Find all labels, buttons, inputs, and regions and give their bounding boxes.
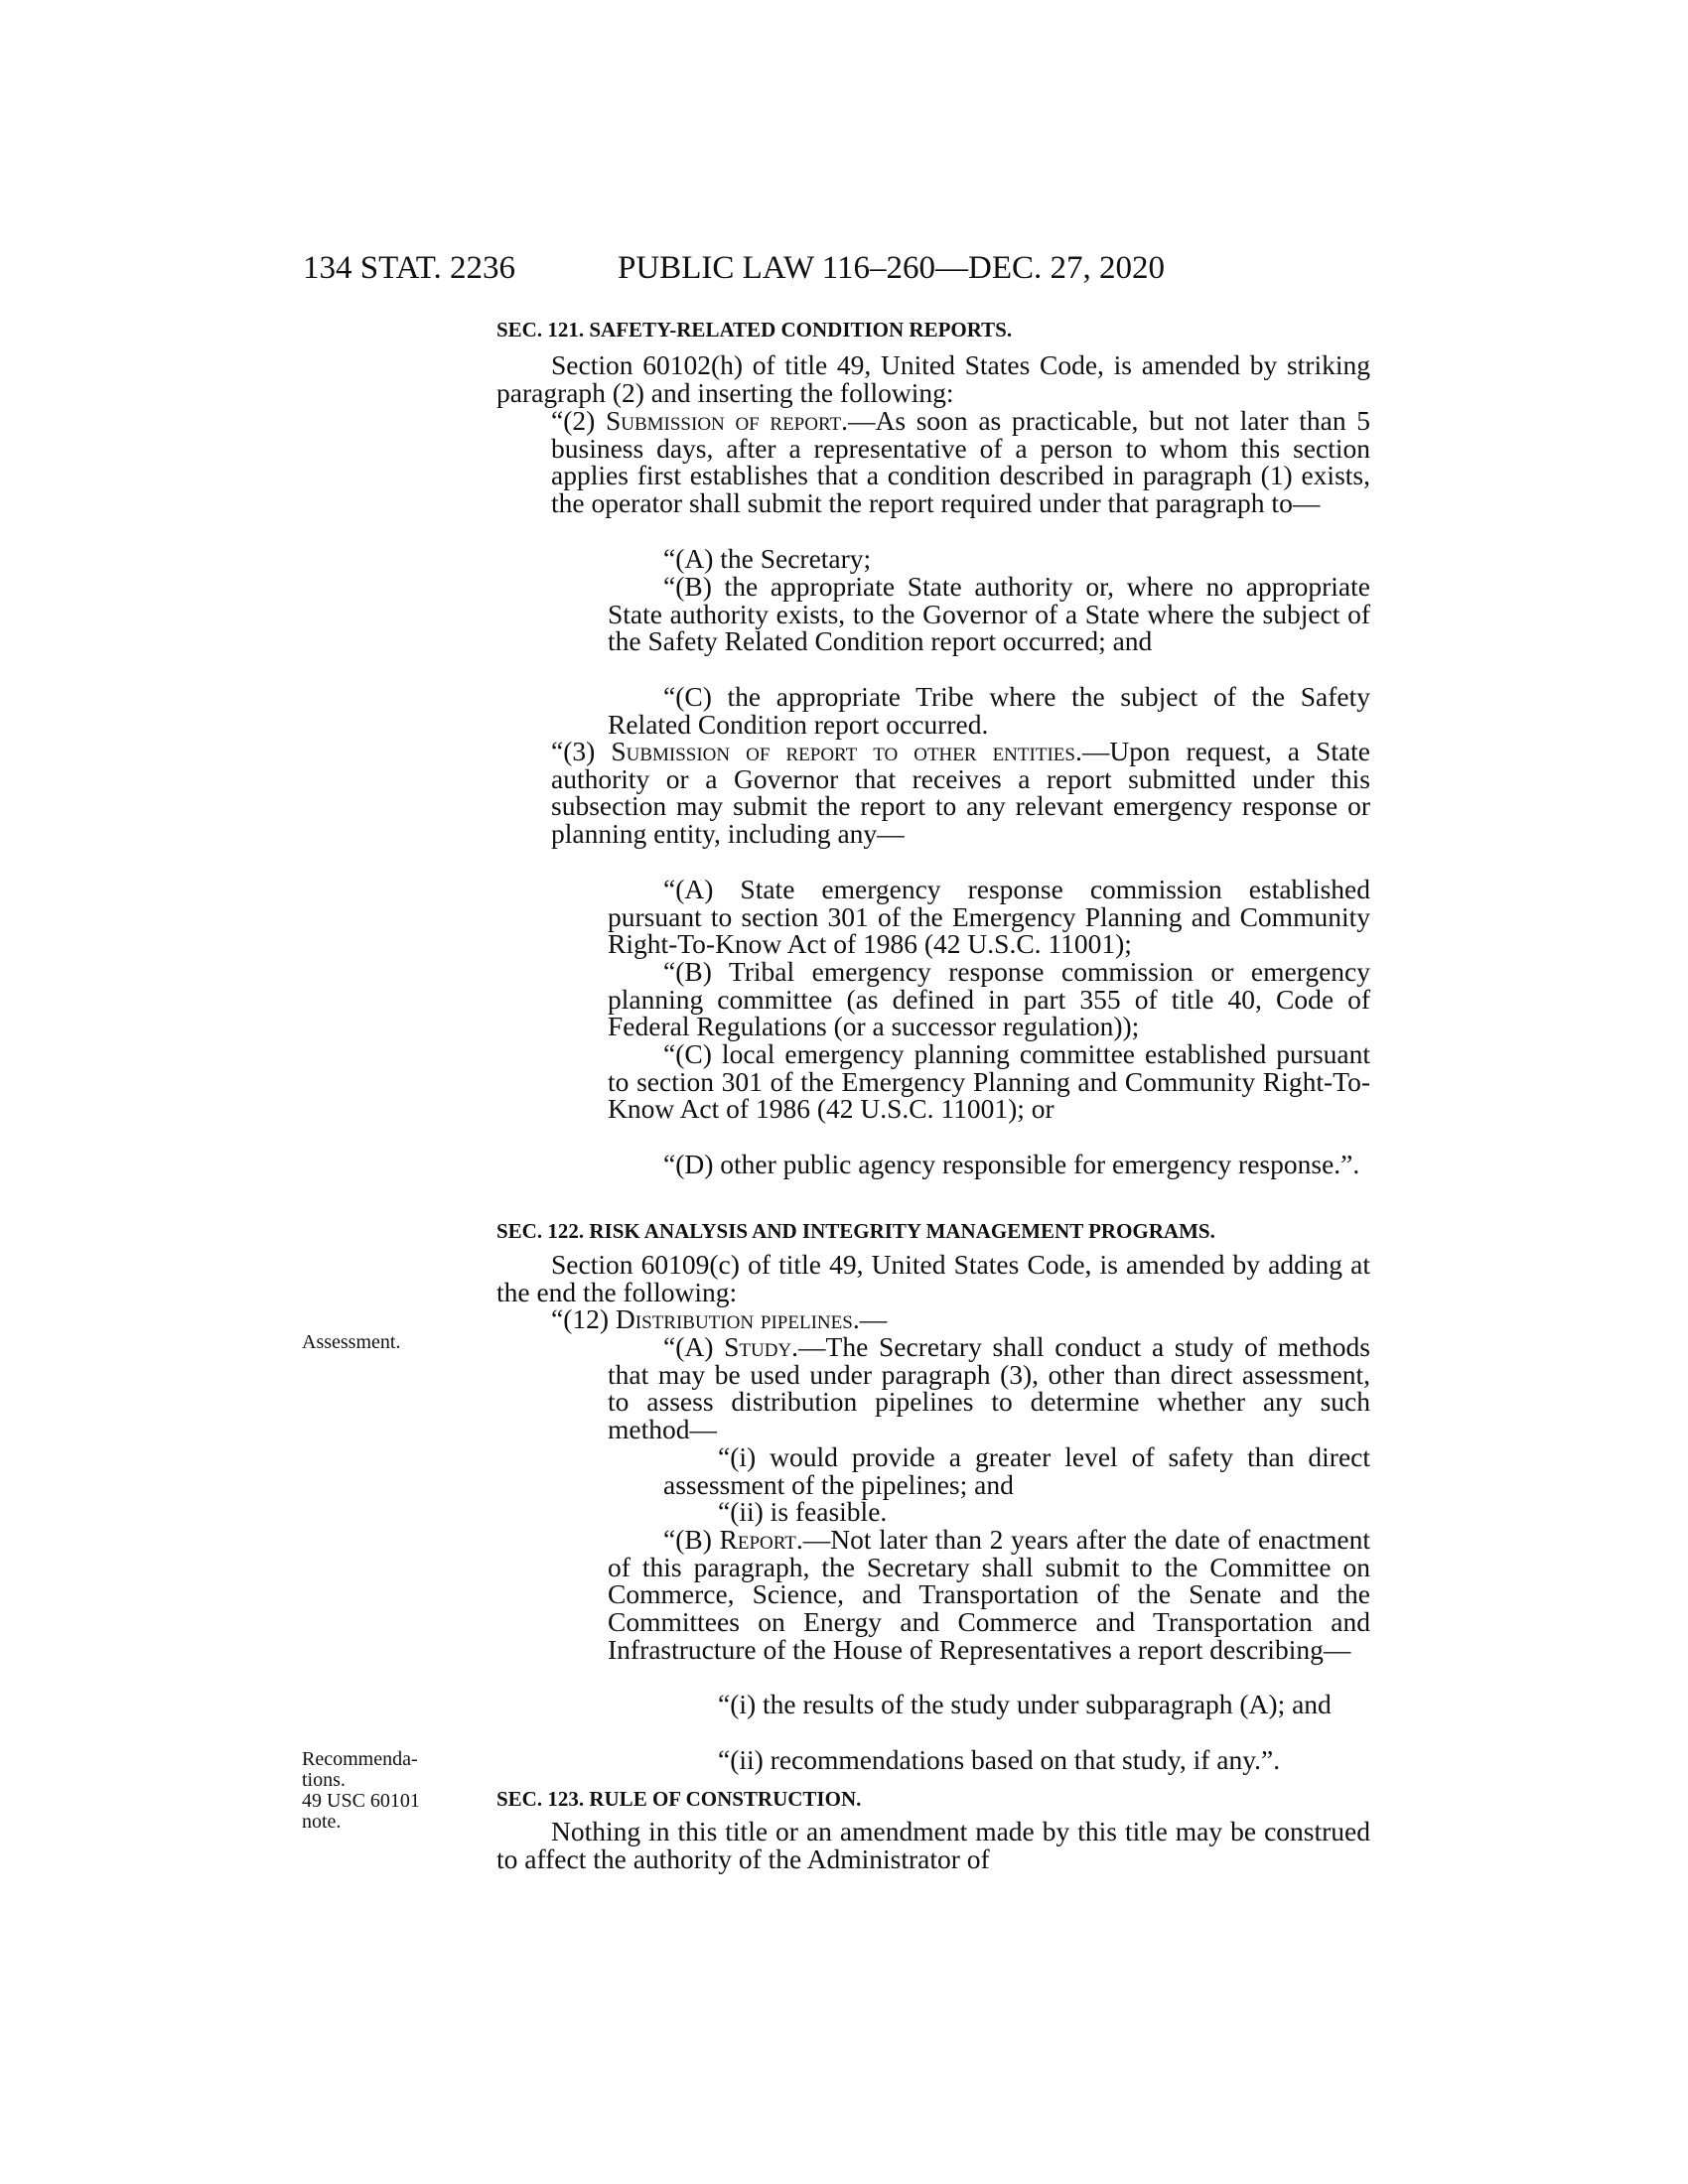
- subparagraph-a: [608, 1333, 1370, 1443]
- paragraph-12: [551, 1305, 1370, 1333]
- paragraph-12-open: “(12): [551, 1303, 616, 1334]
- subparagraph-a-label: Study: [724, 1331, 792, 1362]
- margin-note-note: note.: [302, 1811, 342, 1833]
- paragraph-3-d: “(D) other public agency responsible for emergency response.”.: [663, 1149, 1360, 1179]
- section-123-text: Nothing in this title or an amendment made by this title may be construed to affect the authority of the Administrator of: [496, 1816, 1370, 1874]
- clause-b-ii: “(ii) recommendations based on that study, if any.”.: [718, 1744, 1281, 1775]
- paragraph-3-open: “(3): [551, 736, 612, 766]
- clause-a-ii: “(ii) is feasible.: [718, 1496, 888, 1527]
- margin-note-recommendations-1: Recommenda-: [302, 1748, 418, 1770]
- section-122-intro: Section 60109(c) of title 49, United States Code, is amended by adding at the end the following:: [496, 1249, 1370, 1307]
- paragraph-2-c: “(C) the appropriate Tribe where the subject of the Safety Related Condition report occurred.: [608, 681, 1370, 740]
- paragraph-3-text: .—Upon request, a State authority or a Governor that receives a report submitted under this subsection may submit the report to any relevant emergency response or planning entity, including any—: [551, 736, 1371, 850]
- paragraph-2-open: “(2): [551, 405, 606, 436]
- paragraph-2-b: “(B) the appropriate State authority or, where no appropriate State authority exists, to the Governor of a State where the subject of the Safety Related Condition report occurred; and: [608, 571, 1370, 657]
- subparagraph-a-open: “(A): [663, 1331, 725, 1362]
- stat-page-number: 134 STAT. 2236: [303, 250, 516, 286]
- paragraph-2-text: .—As soon as practicable, but not later than 5 business days, after a representative of a person to whom this section applies first establishes that a condition described in paragraph (1) exists, the operator shall submit the report required under that paragraph to—: [551, 405, 1370, 519]
- subparagraph-b-label: Report: [719, 1524, 796, 1555]
- subparagraph-b-open: “(B): [663, 1524, 720, 1555]
- paragraph-3-b: “(B) Tribal emergency response commission or emergency planning committee (as defined in part 355 of title 40, Code of Federal Regulations (or a successor regulation));: [608, 956, 1370, 1042]
- subparagraph-b: [608, 1526, 1370, 1664]
- paragraph-3-c: “(C) local emergency planning committee established pursuant to section 301 of the Emergency Planning and Community Right-To-Know Act of 1986 (42 U.S.C. 11001); or: [608, 1038, 1370, 1125]
- paragraph-3-a: “(A) State emergency response commission established pursuant to section 301 of the Emergency Planning and Community Right-To-Know Act of 1986 (42 U.S.C. 11001);: [608, 874, 1370, 960]
- clause-b-i: “(i) the results of the study under subparagraph (A); and: [718, 1689, 1332, 1719]
- paragraph-2-a: “(A) the Secretary;: [663, 543, 872, 574]
- clause-a-i: “(i) would provide a greater level of safety than direct assessment of the pipelines; and: [663, 1441, 1370, 1500]
- public-law-header: PUBLIC LAW 116–260—DEC. 27, 2020: [618, 250, 1166, 286]
- section-121-intro: Section 60102(h) of title 49, United States Code, is amended by striking paragraph (2) and inserting the following:: [496, 349, 1370, 408]
- margin-note-recommendations: [302, 1749, 451, 1833]
- margin-note-usc: 49 USC 60101: [302, 1790, 420, 1812]
- paragraph-12-label: Distribution pipelines: [615, 1303, 853, 1334]
- paragraph-12-dash: .—: [852, 1303, 888, 1334]
- subparagraph-a-text: .—The Secretary shall conduct a study of methods that may be used under paragraph (3), other than direct assessment, to assess distribution pipelines to determine whether any such method—: [608, 1331, 1370, 1445]
- section-121-heading: SEC. 121. SAFETY-RELATED CONDITION REPORTS.: [496, 318, 1013, 341]
- paragraph-3: [551, 738, 1370, 848]
- section-122-heading: SEC. 122. RISK ANALYSIS AND INTEGRITY MANAGEMENT PROGRAMS.: [496, 1219, 1215, 1243]
- margin-note-recommendations-2: tions.: [302, 1769, 346, 1791]
- subparagraph-b-text: .—Not later than 2 years after the date of enactment of this paragraph, the Secretary shall submit to the Committee on Commerce, Science, and Transportation of the Senate and the Committees on Energy and Commerce and Transportation and Infrastructure of the House of Representatives a report describing—: [608, 1524, 1370, 1665]
- paragraph-3-label: Submission of report to other entities: [611, 736, 1075, 766]
- margin-note-assessment: Assessment.: [302, 1331, 401, 1353]
- paragraph-2: [551, 407, 1370, 517]
- section-123-heading: SEC. 123. RULE OF CONSTRUCTION.: [496, 1787, 862, 1811]
- paragraph-2-label: Submission of report: [605, 405, 842, 436]
